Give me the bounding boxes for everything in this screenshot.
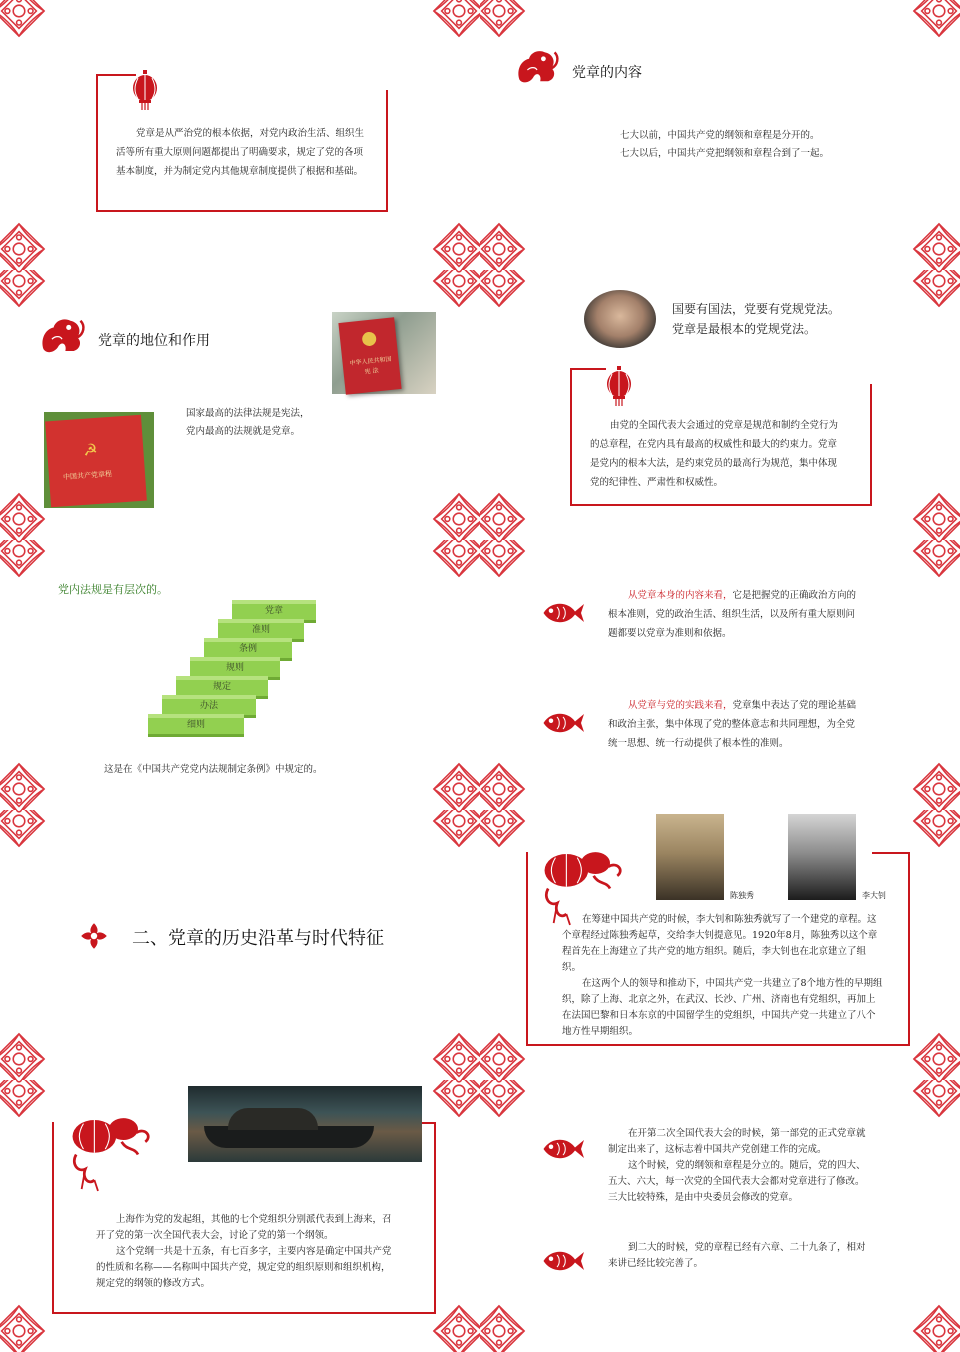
corner-pattern-icon [480,810,528,850]
point-1 [608,586,858,643]
monkey-papercut-icon [36,314,88,356]
slide-7 [0,810,480,1080]
corner-pattern-icon [0,220,48,270]
history-paragraph-1: 在筹建中国共产党的时候，李大钊和陈独秀就写了一个建党的章程。这个章程经过陈独秀起草，交给李大钊提意见。1920年8月，陈独秀以这个章程首先在上海建立了共产党的地方组织。随后，李大钊也在北京建立了组织。 [562,914,878,973]
history-paragraph-2: 在这两个人的领导和推动下，中国共产党一共建立了8个地方性的早期组织，除了上海、北京之外，在武汉、长沙、广州、济南也有党组织，再加上在法国巴黎和日本东京的中国留学生的党组织，中国共产党一共建立了八个地方性早期组织。 [562,978,883,1037]
congress-paragraph-2: 这个党纲一共是十五条，有七百多字，主要内容是确定中国共产党的性质和名称——名称叫中国共产党，规定党的组织原则和组织机构，规定党的纲领的修改方式。 [96,1246,392,1289]
corner-pattern-icon [0,760,48,810]
corner-pattern-icon [480,1302,528,1352]
status-line-2: 党内最高的法规就是党章。 [186,426,301,437]
party-constitution-photo [44,412,154,508]
lantern-icon [604,366,634,406]
portrait-photo [584,290,656,348]
corner-pattern-icon [480,270,528,310]
frame-right-line [870,384,872,504]
corner-pattern-icon [0,0,48,40]
corner-pattern-icon [910,1302,960,1352]
corner-pattern-icon [0,490,48,540]
corner-pattern-icon [480,760,528,810]
corner-pattern-icon [0,1080,48,1120]
corner-pattern-icon [910,810,960,850]
second-congress-text-3: 到二大的时候，党的章程已经有六章、二十九条了，相对来讲已经比较完善了。 [608,1242,866,1269]
corner-pattern-icon [430,1302,480,1352]
li-dazhao-photo [788,814,856,900]
point-2-text: 党章集中表达了党的理论基础和政治主张，集中体现了党的整体意志和共同理想，为全党统一思想、统一行动提供了根本性的准则。 [608,700,857,749]
point-1-text: 它是把握党的正确政治方向的根本准则，党的政治生活、组织生活，以及所有重大原则问题都要以党章为准则和依据。 [608,590,857,639]
source-note: 这是在《中国共产党党内法规制定条例》中规定的。 [104,764,323,775]
boat-cabin [228,1108,318,1130]
corner-pattern-icon [910,490,960,540]
corner-pattern-icon [430,490,480,540]
constitution-book-photo [332,312,436,394]
fish-papercut-icon [540,1134,586,1164]
corner-pattern-icon [430,1030,480,1080]
book-title-line2: 宪 法 [364,367,379,376]
slide-1 [0,0,480,270]
corner-pattern-icon [480,490,528,540]
fish-papercut-icon [540,598,586,628]
lantern-icon [130,70,160,110]
flower-papercut-icon [78,920,110,952]
slide-3 [0,270,480,540]
step-detail: 细则 [148,714,244,737]
corner-pattern-icon [430,540,480,580]
li-dazhao-caption: 李大钊 [862,891,886,900]
content-line-1: 七大以前，中国共产党的纲领和章程是分开的。 [620,130,820,141]
emblem-icon [362,331,377,346]
corner-pattern-icon [0,540,48,580]
red-boat-painting [188,1086,422,1162]
book-cover [45,415,147,507]
frame-top-line [570,368,606,370]
step-guideline: 准则 [218,619,304,642]
book-cover [338,317,401,394]
point-2-highlight: 从党章与党的实践来看， [628,700,733,711]
slide-6 [480,540,960,810]
corner-pattern-icon [480,220,528,270]
corner-pattern-icon [430,220,480,270]
point-2 [608,696,858,753]
chen-duxiu-caption: 陈独秀 [730,891,754,900]
corner-pattern-icon [910,270,960,310]
frame-top-line [872,852,908,854]
step-rule: 规则 [190,657,280,680]
corner-pattern-icon [480,1030,528,1080]
fish-papercut-icon [540,1246,586,1276]
step-regulation: 条例 [204,638,292,661]
book-title-line1: 中华人民共和国 [349,355,392,368]
lantern-icon [58,1108,158,1192]
corner-pattern-icon [430,760,480,810]
quote-line-2: 党章是最根本的党规党法。 [672,322,817,336]
fish-papercut-icon [540,708,586,738]
frame-right-line [908,852,910,1046]
corner-pattern-icon [430,0,480,40]
section-title: 党章的地位和作用 [98,333,210,349]
frame-top-line [420,1122,434,1124]
corner-pattern-icon [910,760,960,810]
corner-pattern-icon [480,1080,528,1120]
chen-duxiu-photo [656,814,724,900]
chapter-heading: 二、党章的历史沿革与时代特征 [132,928,384,949]
content-line-2: 七大以后，中国共产党把纲领和章程合到了一起。 [620,148,830,159]
corner-pattern-icon [0,270,48,310]
congress-paragraph-1: 上海作为党的发起组，其他的七个党组织分别派代表到上海来，召开了党的第一次全国代表大会，讨论了党的第一个纲领。 [96,1214,392,1241]
monkey-papercut-icon [512,46,562,86]
corner-pattern-icon [430,1080,480,1120]
corner-pattern-icon [430,270,480,310]
quote-line-1: 国要有国法，党要有党规党法。 [672,302,841,316]
corner-pattern-icon [0,1030,48,1080]
corner-pattern-icon [910,1030,960,1080]
point-1-highlight: 从党章本身的内容来看， [628,590,733,601]
status-line-1: 国家最高的法律法规是宪法， [186,408,310,419]
hammer-sickle-icon: ☭ [82,439,99,460]
corner-pattern-icon [480,540,528,580]
slide-8 [480,810,960,1080]
corner-pattern-icon [0,810,48,850]
corner-pattern-icon [430,810,480,850]
frame-right-line [386,90,388,210]
corner-pattern-icon [480,0,528,40]
corner-pattern-icon [0,1302,48,1352]
section-title: 党章的内容 [572,65,642,81]
step-provision: 规定 [176,676,268,699]
hierarchy-heading: 党内法规是有层次的。 [58,583,168,596]
definition-text: 由党的全国代表大会通过的党章是规范和制约全党行为的总章程，在党内具有最高的权威性和最大的约束力。党章是党内的根本大法，是约束党员的最高行为规范，集中体现党的纪律性、严肃性和权威性。 [590,420,839,488]
position-text: 党章是从严治党的根本依据，对党内政治生活、组织生活等所有重大原则问题都提出了明确要求，规定了党的各项基本制度，并为制定党内其他规章制度提供了根据和基础。 [116,128,365,177]
corner-pattern-icon [910,0,960,40]
second-congress-text-1: 在开第二次全国代表大会的时候，第一部党的正式党章就制定出来了，这标志着中国共产党创建工作的完成。 [608,1128,866,1155]
corner-pattern-icon [910,220,960,270]
corner-pattern-icon [910,540,960,580]
slide-5 [0,540,480,810]
second-congress-text-2: 这个时候，党的纲领和章程是分立的。随后，党的四大、五大、六大，每一次党的全国代表大会都对党章进行了修改。三大比较特殊，是由中央委员会修改的党章。 [608,1160,866,1203]
slide-10 [480,1080,960,1352]
step-measure: 办法 [162,695,256,718]
corner-pattern-icon [910,1080,960,1120]
book-title: 中国共产党章程 [62,469,113,482]
slide-9 [0,1080,480,1352]
slide-4 [480,270,960,540]
step-party-constitution: 党章 [232,600,316,623]
slide-2 [480,0,960,270]
